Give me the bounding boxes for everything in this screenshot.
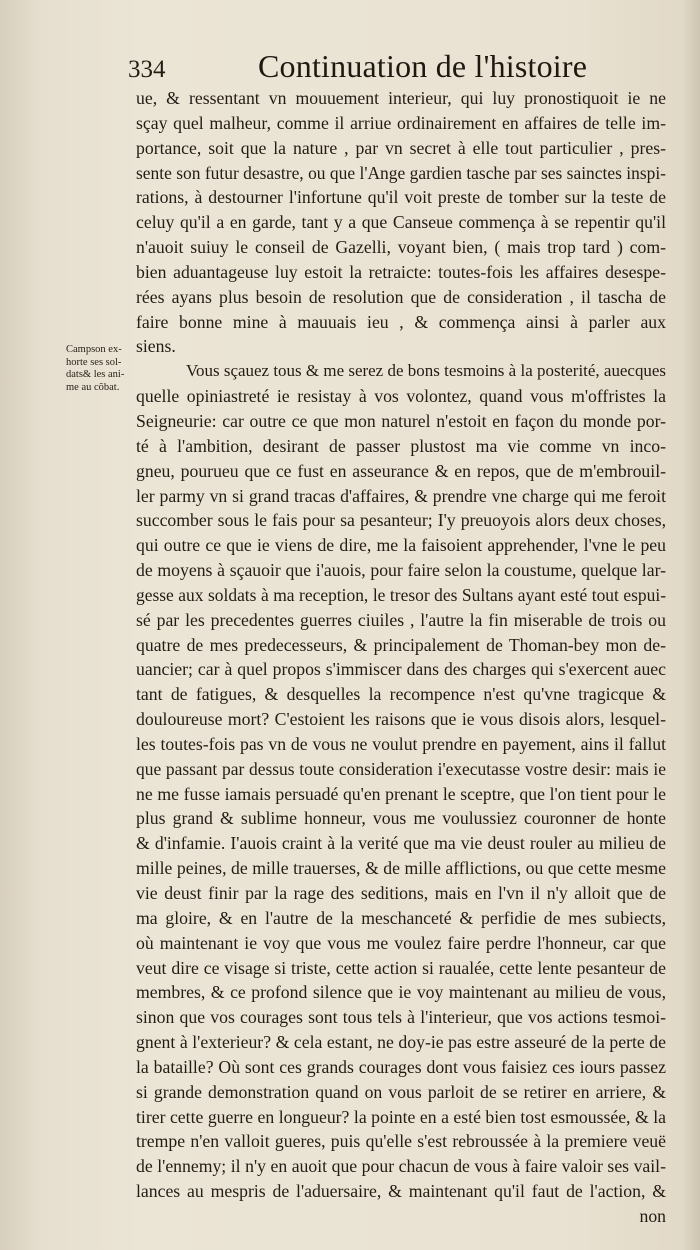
text-line: de l'ennemy; il n'y en auoit que pour chacun de vous à faire valoir ses vail- <box>136 1156 666 1177</box>
text-line: de moyens à sçauoir que i'auois, pour faire selon la coustume, quelque lar- <box>136 560 666 581</box>
text-line: gneu, pourueu que ce fust en asseurance & en repos, que de m'embrouil- <box>136 460 666 481</box>
text-line: quatre de mes predecesseurs, & principalement de Thoman-bey mon de- <box>136 634 666 655</box>
page-number: 334 <box>128 56 166 83</box>
text-line: ma gloire, & en l'autre de la meschanceté & perfidie de mes subiects, <box>136 907 666 928</box>
page-header <box>128 46 668 86</box>
text-line: faire bonne mine à mauuais ieu , & commença ainsi à parler aux <box>136 311 666 332</box>
text-line: sé par les precedentes guerres ciuiles , l'autre la fin miserable de trois ou <box>136 609 666 630</box>
text-line: mille peines, de mille trauerses, & de mille afflictions, ou que cette mesme <box>136 858 666 879</box>
text-line: celuy qu'il a en garde, tant y a que Canseue commença à se repentir qu'il <box>136 212 666 233</box>
text-line: lances au mespris de l'aduersaire, & maintenant qu'il faut de l'action, & <box>136 1181 666 1202</box>
text-line: Seigneurie: car outre ce que mon naturel n'estoit en façon du monde por- <box>136 410 666 431</box>
margin-note-line: me au cõbat. <box>66 381 120 393</box>
text-line: sinon que vos courages sont tous tels à l'interieur, que vos actions tesmoi- <box>136 1007 666 1028</box>
margin-note-line: dats& les ani- <box>66 369 125 380</box>
text-line: sente son futur desastre, ou que l'Ange gardien tasche par ses sainctes inspi- <box>136 162 666 183</box>
text-line: membres, & ce profond silence que ie voy maintenant au milieu de vous, <box>136 982 666 1003</box>
margin-note-line: Campson ex- <box>66 344 122 355</box>
text-line: Vous sçauez tous & me serez de bons tesmoins à la posterité, auecques <box>186 361 666 381</box>
text-line: quelle opiniastreté ie resistay à vos volontez, quand vous m'offristes la <box>136 386 666 407</box>
text-line: uancier; car à quel propos s'immiscer dans des charges qui s'exercent auec <box>136 659 666 680</box>
margin-note <box>66 344 138 394</box>
text-line: rées ayans plus besoin de resolution que de consideration , il tascha de <box>136 286 666 307</box>
text-line: douloureuse mort? C'estoient les raisons que ie vous disois alors, lesquel- <box>136 709 666 730</box>
text-line: sçay quel malheur, comme il arriue ordinairement en affaires de telle im- <box>136 112 666 133</box>
text-line: que passant par dessus toute consideration i'executasse vostre desir: mais ie <box>136 758 666 779</box>
text-line: tirer cette guerre en longueur? la pointe en a esté bien tost esmoussée, & la <box>136 1106 666 1127</box>
text-line: bien aduantageuse luy estoit la retraicte: toutes-fois les affaires desespe- <box>136 261 666 282</box>
text-line: té à l'ambition, desirant de passer plustost ma vie comme vn inco- <box>136 435 666 456</box>
text-line: tant de fatigues, & desquelles la recompence n'est qu'vne tragicque & <box>136 684 666 705</box>
text-line: les toutes-fois pas vn de vous ne voulut prendre en payement, ains il fallut <box>136 733 666 754</box>
text-line: siens. <box>136 336 176 357</box>
text-line: la bataille? Où sont ces grands courages dont vous faisiez ces iours passez <box>136 1056 666 1077</box>
text-line: où maintenant ie voy que vous me voulez faire perdre l'honneur, car que <box>136 932 666 953</box>
text-line: vie deust finir par la rage des seditions, mais en l'vn il n'y alloit que de <box>136 883 666 903</box>
body-text <box>136 86 666 1229</box>
text-line: plus grand & sublime honneur, vous me voulussiez couronner de honte <box>136 808 666 829</box>
text-line: rations, à destourner l'infortune qu'il voit preste de tomber sur la teste de <box>136 187 666 208</box>
text-line: & d'infamie. I'auois craint à la verité que ma vie deust rouler au milieu de <box>136 833 666 854</box>
text-line: gnent à l'exterieur? & cela estant, ne doy-ie pas estre asseuré de la perte de <box>136 1032 666 1053</box>
text-line: gesse aux soldats à ma reception, le tresor des Sultans ayant esté tout espui- <box>136 584 666 605</box>
text-line: n'auoit suiuy le conseil de Gazelli, voyant bien, ( mais trop tard ) com- <box>136 237 666 258</box>
text-line: portance, soit que la nature , par vn secret à elle tout particulier , pres- <box>136 137 666 158</box>
catchword: non <box>639 1205 666 1226</box>
margin-note-line: horte ses sol- <box>66 356 122 368</box>
page-edge-shadow <box>682 0 700 1250</box>
text-line: ler parmy vn si grand tracas d'affaires, & prendre vne charge qui me feroit <box>136 485 666 506</box>
text-line: veut dire ce visage si triste, cette action si raualée, cette lente pesanteur de <box>136 957 666 978</box>
text-line: trempe n'en valloit gueres, puis qu'elle s'est rebroussée à la premiere veuë <box>136 1131 666 1152</box>
text-line: succomber sous le fais pour sa pesanteur; I'y preuoyois alors deux choses, <box>136 510 666 531</box>
text-line: ue, & ressentant vn mouuement interieur, qui luy pronostiquoit ie ne <box>136 88 666 108</box>
running-title: Continuation de l'histoire <box>258 48 588 84</box>
text-line: ne me fusse iamais persuadé qu'en prenant le sceptre, que l'on tient pour le <box>136 783 666 804</box>
text-line: si grande demonstration quand on vous parloit de se retirer en arriere, & <box>136 1081 666 1102</box>
text-line: qui outre ce que ie viens de dire, me la faisoient apprehender, l'vne le peu <box>136 535 666 556</box>
